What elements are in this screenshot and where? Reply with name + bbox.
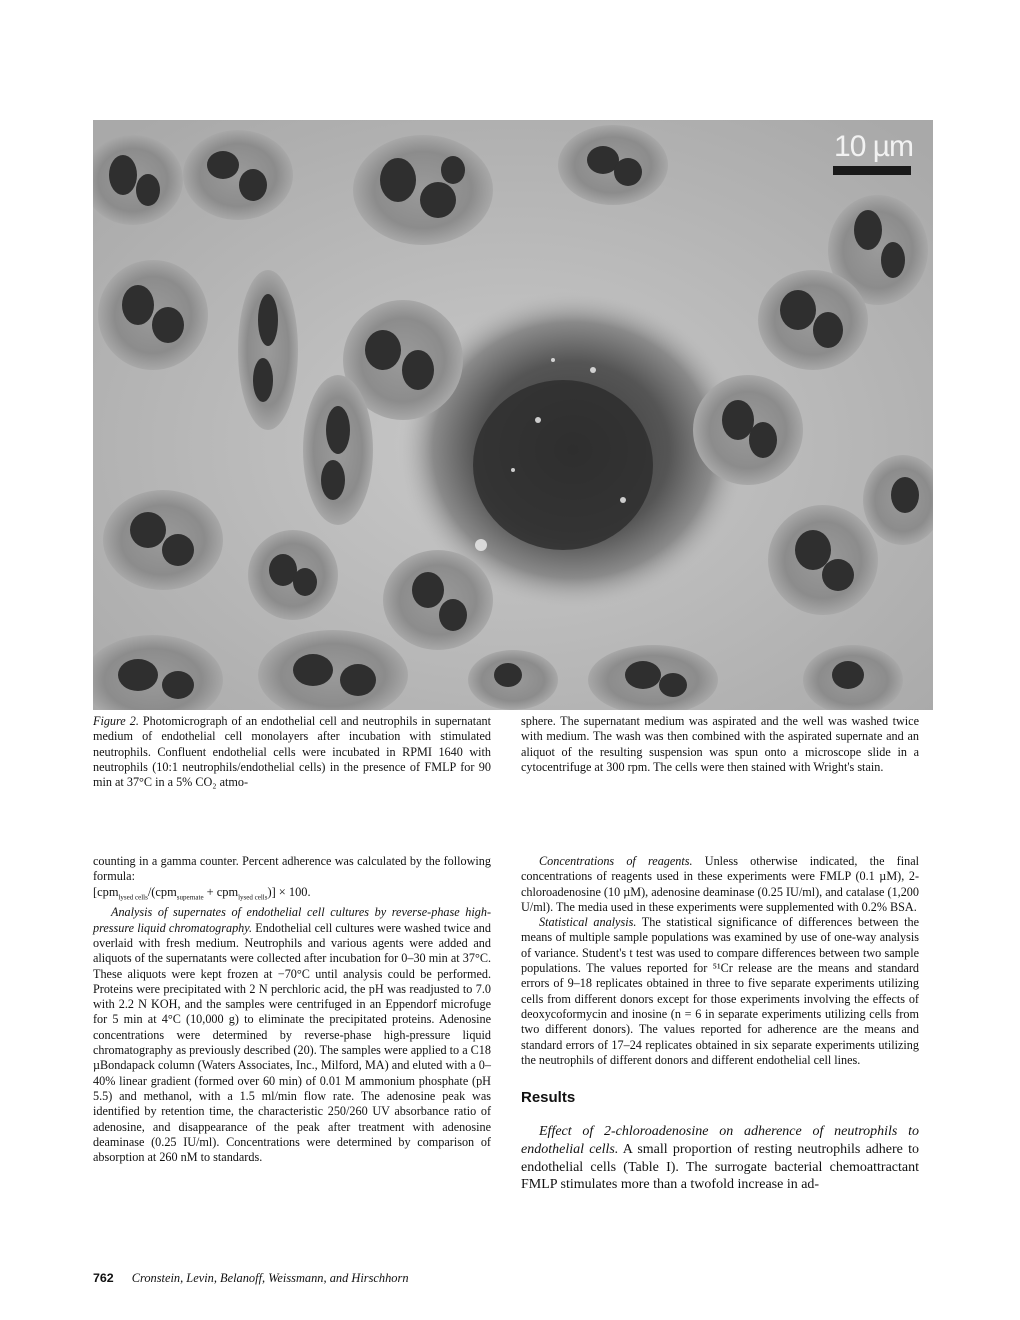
running-authors: Cronstein, Levin, Belanoff, Weissmann, and Hirschhorn <box>131 1271 409 1285</box>
left-column <box>93 854 491 1165</box>
page-footer <box>93 1271 409 1286</box>
statistics-paragraph <box>521 915 919 1068</box>
figure-caption-right <box>521 714 919 775</box>
reagents-heading: Concentrations of reagents. <box>539 854 693 868</box>
photomicrograph-figure <box>93 120 933 710</box>
caption-text-left: Photomicrograph of an endothelial cell and neutrophils in supernatant medium of endothelial cell monolayers after incubation with stimulated neutrophils. Confluent endothelial cells were incubated in RPMI 1640 with neutrophils (10:1 neutrophils/endothelial cells) in the presence of FMLP for 90 min at 37°C in a 5% CO₂ atmo- <box>93 714 492 790</box>
statistics-text: The statistical significance of differences between the means of multiple sample populations was examined by use of one-way analysis of variance. Student's t test was used to compare differences between two sample populations. The values reported for ⁵¹Cr release are the means and standard errors of 9–18 replicates obtained in three to five separate experiments utilizing cells from different donors except for those experiments involving the effects of deoxycoformycin and inosine (n = 6 in separate experiments utilizing cells from two different donors). The values reported for adherence are the means and standard errors of 17–24 replicates obtained in six separate experiments utilizing the neutrophils of different donors and different endothelial cell lines. <box>521 915 919 1067</box>
right-column <box>521 854 919 1194</box>
reagents-text: Unless otherwise indicated, the final concentrations of reagents used in these experiments were FMLP (0.1 µM), 2-chloroadenosine (10 µM), adenosine deaminase (0.25 IU/ml), and catalase (1,200 U/ml). The media used in these experiments were supplemented with 0.2% BSA. <box>521 854 919 914</box>
hplc-text: Endothelial cell cultures were washed twice and overlaid with fresh medium. Neutrophils and various agents were added and aliquots of the supernatants were collected after incubation for 0–30 min at 37°C. These aliquots were kept frozen at −70°C until analysis could be performed. Proteins were precipitated with 2 N perchloric acid, the pH was readjusted to 7.0 with 2.2 N KOH, and the samples were centrifuged in an Eppendorf microfuge for 5 min at 4°C (10,000 g) to eliminate the precipitated proteins. Adenosine concentrations were determined by reverse-phase high-pressure liquid chromatography as previously described (20). The samples were applied to a C18 µBondapack column (Waters Associates, Inc., Milford, MA) and eluted with a 0–40% linear gradient (formed over 60 min) of 0.01 M ammonium phosphate (pH 5.5) and methanol, with a 1.5 ml/min flow rate. The adenosine peak was identified by retention time, the characteristic 250/260 UV absorbance ratio of adenosine, and disappearance of the peak after treatment with adenosine deaminase (0.25 IU/ml). Concentrations were determined by comparison of absorption at 260 nM to standards. <box>93 920 491 1165</box>
statistics-heading: Statistical analysis. <box>539 915 637 930</box>
hplc-heading: Analysis of supernates of endothelial cell cultures by reverse-phase high-pressure liquid chromatography. <box>93 905 491 935</box>
hplc-paragraph <box>93 905 491 1165</box>
results-subheading: Effect of 2-chloroadenosine on adherence of neutrophils to endothelial cells. <box>521 1124 919 1158</box>
micrograph-image <box>93 120 933 710</box>
caption-text-right: sphere. The supernatant medium was aspirated and the well was washed twice with medium. The wash was then combined with the aspirated supernate and an aliquot of the resulting suspension was spun onto a microscope slide in a cytocentrifuge at 300 rpm. The cells were then stained with Wright's stain. <box>521 714 919 774</box>
scale-bar <box>833 166 911 175</box>
figure-caption-left <box>93 714 491 790</box>
figure-label: Figure 2. <box>93 714 139 728</box>
results-heading: Results <box>521 1089 576 1107</box>
reagents-paragraph <box>521 854 919 915</box>
adherence-formula: [cpm$_{lysed cells}$/(cpm$_{supernate}$ + cpm$_{lysed cells}$)] × 100. <box>93 884 311 902</box>
page-number: 762 <box>93 1271 114 1285</box>
results-text: A small proportion of resting neutrophils adhere to endothelial cells (Table I). The surrogate bacterial chemoattractant FMLP stimulates more than a twofold increase in ad- <box>521 1142 919 1193</box>
results-paragraph <box>521 1123 919 1193</box>
adherence-intro: counting in a gamma counter. Percent adherence was calculated by the following formula: <box>93 854 491 884</box>
scale-bar-label: 10 µm <box>834 130 913 163</box>
